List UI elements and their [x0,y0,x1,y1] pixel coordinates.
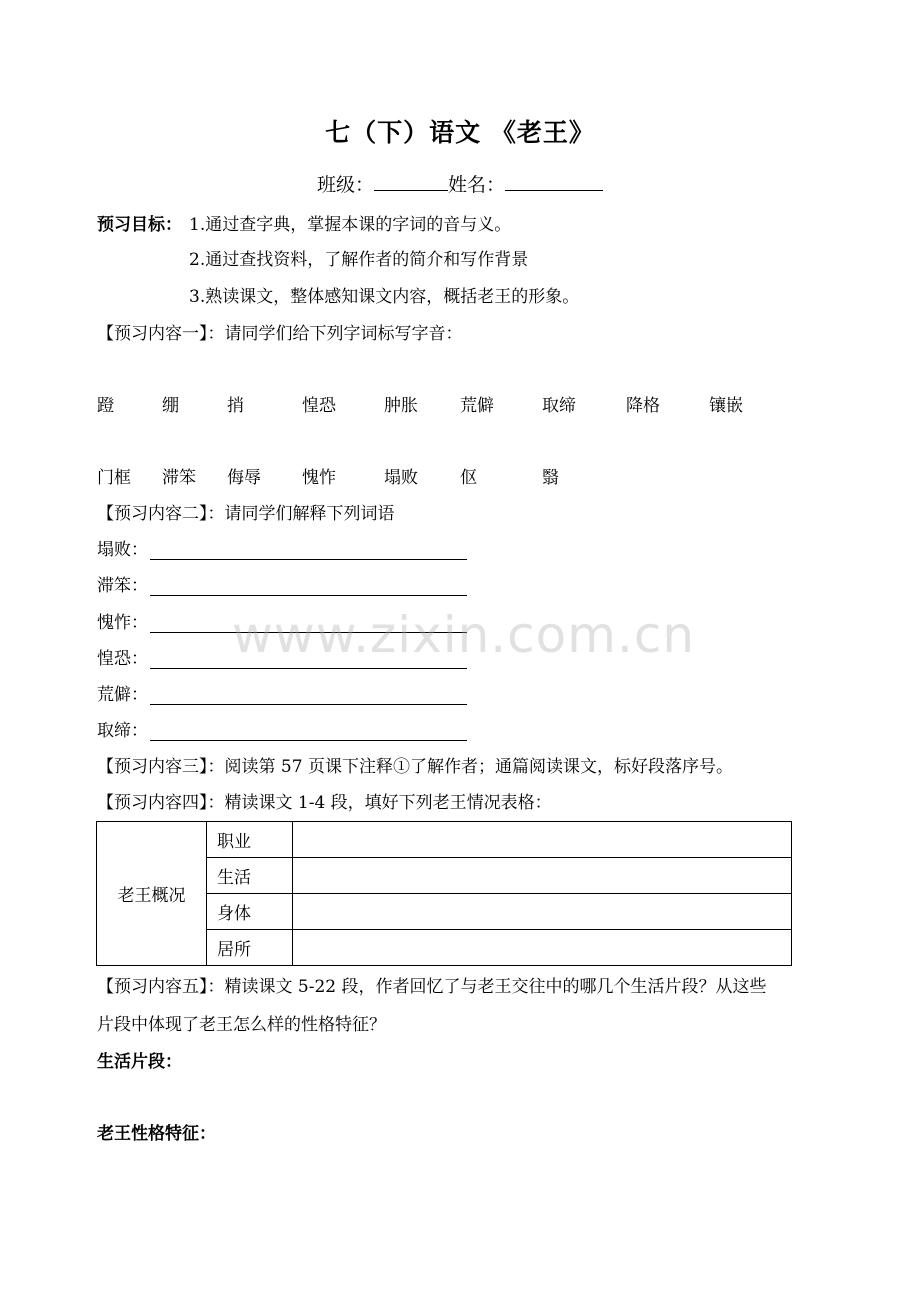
word-item: 塌败 [384,468,418,488]
term-label: 取缔： [97,721,148,741]
word-item: 滞笨 [162,468,196,488]
term-label: 塌败： [97,540,148,560]
objective-item-3: 3.熟读课文，整体感知课文内容，概括老王的形象。 [189,287,580,307]
answer-cell[interactable] [293,930,792,966]
word-item: 门框 [97,468,131,488]
section4-heading: 【预习内容四】：精读课文 1-4 段，填好下列老王情况表格： [97,793,552,813]
word-row-1 [0,398,920,418]
row-label: 居所 [207,930,293,966]
section5-heading-line2: 片段中体现了老王怎么样的性格特征？ [97,1015,386,1035]
word-item: 愧怍 [302,468,336,488]
answer-cell[interactable] [293,894,792,930]
answer-line[interactable] [150,668,467,669]
term-label: 荒僻： [97,685,148,705]
word-item: 伛 [460,468,477,488]
word-item: 肿胀 [384,396,418,416]
page-title: 七（下）语文 《老王》 [325,118,595,147]
life-segments-label: 生活片段： [97,1052,182,1072]
answer-line[interactable] [150,704,467,705]
laowang-info-table [96,821,792,966]
row-label: 职业 [207,822,293,858]
row-label: 生活 [207,858,293,894]
word-item: 取缔 [542,396,576,416]
answer-line[interactable] [150,559,467,560]
word-item: 镶嵌 [709,396,743,416]
answer-cell[interactable] [293,822,792,858]
answer-line[interactable] [150,595,467,596]
word-item: 侮辱 [227,468,261,488]
objective-item-2: 2.通过查找资料，了解作者的简介和写作背景 [189,250,529,270]
term-label: 愧怍： [97,613,148,633]
trait-label: 老王性格特征： [97,1124,216,1144]
class-label: 班级： [316,174,374,196]
table-row [97,822,792,858]
word-item: 蹬 [97,396,114,416]
objective-item-1: 1.通过查字典，掌握本课的字词的音与义。 [189,215,512,235]
table-label-cell: 老王概况 [97,822,207,966]
name-label: 姓名： [448,174,506,196]
word-item: 绷 [162,396,179,416]
answer-line[interactable] [150,740,467,741]
class-name-line [0,172,920,195]
watermark: www.zixin.com.cn [232,606,696,664]
term-label: 滞笨： [97,576,148,596]
objectives-label: 预习目标： [97,215,182,235]
term-label: 惶恐： [97,649,148,669]
section5-heading-line1: 【预习内容五】：精读课文 5-22 段，作者回忆了与老王交往中的哪几个生活片段？从这些 [97,977,767,997]
word-item: 捎 [227,396,244,416]
word-item: 翳 [542,468,559,488]
word-item: 惶恐 [302,396,336,416]
class-blank[interactable] [374,172,448,191]
word-row-2 [0,470,920,490]
word-item: 荒僻 [460,396,494,416]
section3-heading: 【预习内容三】：阅读第 57 页课下注释①了解作者；通篇阅读课文，标好段落序号。 [97,757,733,777]
answer-cell[interactable] [293,858,792,894]
word-item: 降格 [626,396,660,416]
name-blank[interactable] [505,172,603,191]
section2-heading: 【预习内容二】：请同学们解释下列词语 [97,504,395,524]
section1-heading: 【预习内容一】：请同学们给下列字词标写字音： [97,324,463,344]
row-label: 身体 [207,894,293,930]
